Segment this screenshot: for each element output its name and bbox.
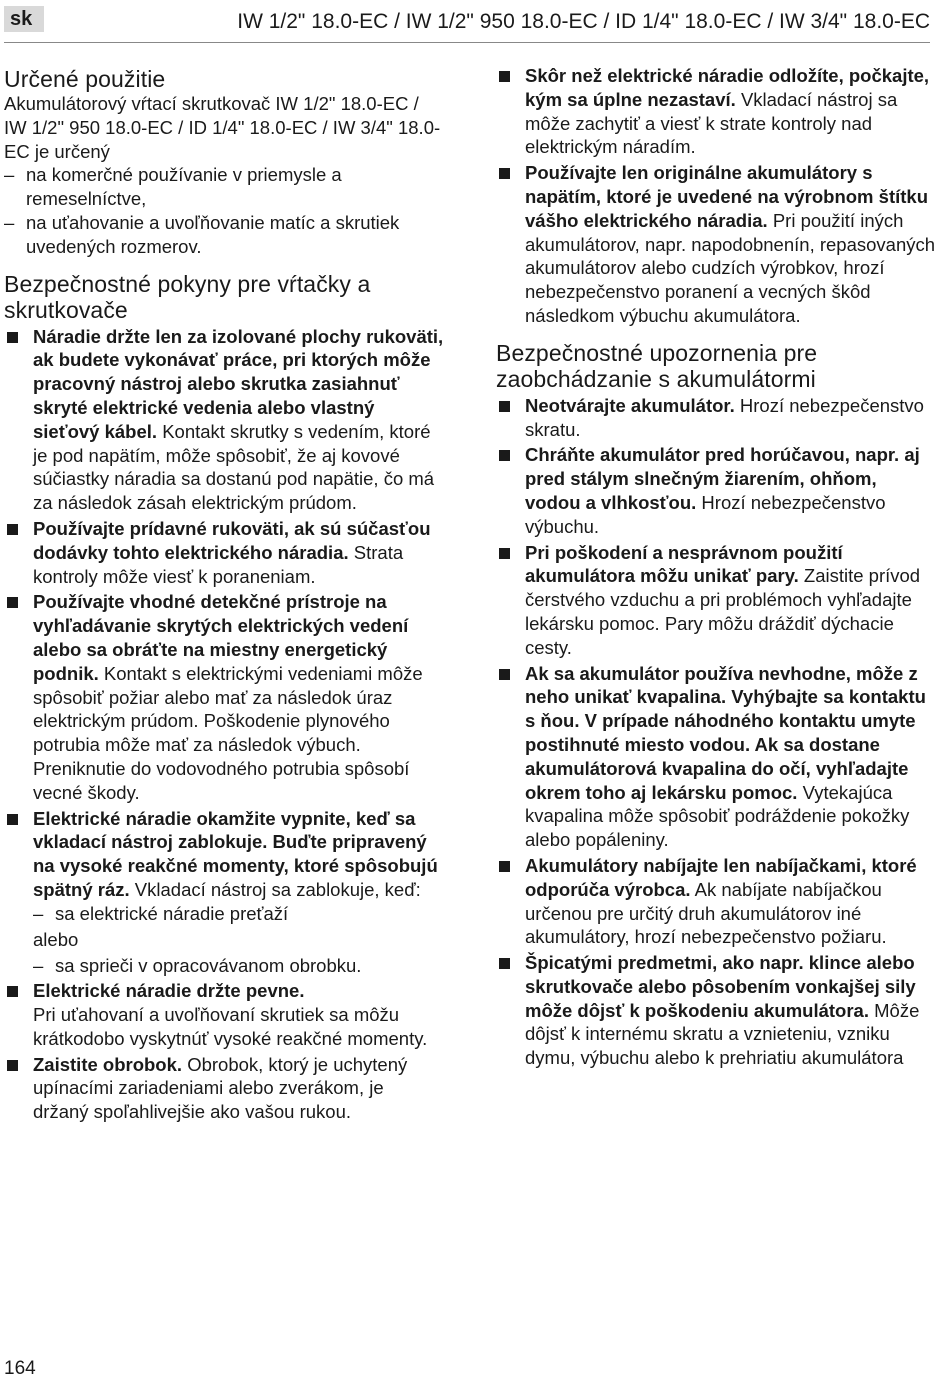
list-item <box>496 64 936 159</box>
right-column <box>496 62 936 1070</box>
header-divider <box>4 42 930 43</box>
warning-bold: Pri poškodení a nesprávnom použití akumulátora môžu unikať pary. <box>525 541 843 587</box>
warning-text: Môže dôjsť k internému skratu a vznieteniu, vzniku dymu, výbuchu alebo k prehriatiu akumulátora <box>525 999 920 1069</box>
list-item <box>496 951 936 1070</box>
warning-text: Pri použití iných akumulátorov, napr. napodobnenín, repasovaných akumulátorov alebo cudzích výrobkov, hrozí nebezpečenstvo poranení a vecných škôd následkom výbuchu akumulátora. <box>525 209 936 326</box>
warning-text: Zaistite prívod čerstvého vzduchu a pri problémoch vyhľadajte lekársku pomoc. Pary môžu dráždiť dýchacie cesty. <box>525 565 921 658</box>
warning-text: Vkladací nástroj sa môže zachytiť a viesť k strate kontroly nad elektrickým náradím. <box>525 88 898 158</box>
warning-text: Pri uťahovaní a uvoľňovaní skrutiek sa môžu krátkodobo vyskytnúť vysoké reakčné momenty. <box>33 1004 428 1049</box>
heading-intended-use: Určené použitie <box>4 66 166 92</box>
warning-text: Hrozí nebezpečenstvo výbuchu. <box>525 491 886 537</box>
warning-text: Kontakt skrutky s vedením, ktoré je pod napätím, môže spôsobiť, že aj kovové súčiastky náradia sa dostanú pod napätie, čo má za následok zásah elektrickým prúdom. <box>33 420 435 514</box>
running-header: IW 1/2" 18.0-EC / IW 1/2" 950 18.0-EC / ID 1/4" 18.0-EC / IW 3/4" 18.0-EC <box>237 10 930 33</box>
warning-bold: Neotvárajte akumulátor. <box>525 394 735 416</box>
warning-text: Obrobok, ktorý je uchytený upínacími zariadeniami alebo zverákom, je držaný spoľahlivejšie ako vašou rukou. <box>33 1053 408 1123</box>
blocking-conditions-list <box>33 902 444 926</box>
warning-bold: Ak sa akumulátor používa nevhodne, môže z neho unikať kvapalina. Vyhýbajte sa kontaktu s ňou. V prípade náhodného kontaktu umyte postihnuté miesto vodou. Ak sa dostane akumulátorová kvapalina do očí, vyhľadajte okrem toho aj lekársku pomoc. <box>525 662 926 803</box>
warning-bold: Špicatými predmetmi, ako napr. klince alebo skrutkovače alebo pôsobením vonkajšej sily môže dôjsť k poškodeniu akumulátora. <box>525 952 916 1021</box>
warning-bold: Náradie držte len za izolované plochy rukoväti, ak budete vykonávať práce, pri ktorých môže pracovný nástroj alebo skrutka zasiahnuť skryté elektrické vedenia alebo vlastný sieťový kábel. <box>33 325 444 442</box>
list-item <box>4 807 444 978</box>
warning-bold: Akumulátory nabíjajte len nabíjačkami, ktoré odporúča výrobca. <box>525 854 917 900</box>
warning-bold: Skôr než elektrické náradie odložíte, počkajte, kým sa úplne nezastaví. <box>525 65 930 110</box>
list-item: – sa elektrické náradie preťaží <box>33 902 444 926</box>
list-item <box>496 443 936 538</box>
warning-text: Vkladací nástroj sa zablokuje, keď: <box>134 878 421 900</box>
list-item: – na uťahovanie a uvoľňovanie matíc a skrutiek uvedených rozmerov. <box>4 211 444 259</box>
or-text: alebo <box>33 928 79 950</box>
list-item <box>496 394 936 442</box>
list-item: – na komerčné používanie v priemysle a remeselníctve, <box>4 163 444 211</box>
list-item <box>4 590 444 804</box>
list-item <box>496 541 936 660</box>
warning-bold: Používajte prídavné rukoväti, ak sú súčasťou dodávky tohto elektrického náradia. <box>33 517 431 563</box>
warning-text: Strata kontroly môže viesť k poraneniam. <box>33 541 404 587</box>
intended-use-list <box>4 163 444 258</box>
safety-list <box>4 325 444 1125</box>
list-item <box>4 979 444 1050</box>
list-item <box>4 517 444 588</box>
intended-use-text: Akumulátorový vŕtací skrutkovač IW 1/2" 18.0-EC / IW 1/2" 950 18.0-EC / ID 1/4" 18.0-EC / IW 3/4" 18.0-EC je určený <box>4 93 441 162</box>
heading-battery-safety: Bezpečnostné upozornenia pre zaobchádzanie s akumulátormi <box>496 339 818 392</box>
heading-safety-drills: Bezpečnostné pokyny pre vŕtačky a skrutkovače <box>4 270 371 323</box>
language-tag: sk <box>4 6 44 32</box>
warning-bold: Používajte len originálne akumulátory s napätím, ktoré je uvedené na výrobnom štítku vášho elektrického náradia. <box>525 162 928 231</box>
safety-list-continued <box>496 64 936 328</box>
list-item <box>496 854 936 949</box>
page-number: 164 <box>4 1358 36 1379</box>
warning-text: Hrozí nebezpečenstvo skratu. <box>525 394 924 440</box>
list-item <box>4 1053 444 1124</box>
list-item <box>496 161 936 328</box>
warning-text: Ak nabíjate nabíjačkou určenou pre určitý druh akumulátorov iné akumulátory, hrozí nebezpečenstvo požiaru. <box>525 878 887 948</box>
list-item <box>4 325 444 515</box>
battery-safety-list <box>496 394 936 1070</box>
blocking-conditions-list <box>33 954 444 978</box>
left-column <box>4 62 444 1124</box>
warning-text: Kontakt s elektrickými vedeniami môže spôsobiť požiar alebo mať za následok úraz elektrickým prúdom. Poškodenie plynového potrubia môže mať za následok výbuch. Preniknutie do vodovodného potrubia spôsobí vecné škody. <box>33 662 423 803</box>
warning-bold: Chráňte akumulátor pred horúčavou, napr. aj pred stálym slnečným žiarením, ohňom, vodou a vlhkosťou. <box>525 444 920 513</box>
warning-text: Vytekajúca kvapalina môže spôsobiť podráždenie pokožky alebo popáleniny. <box>525 781 910 851</box>
warning-bold: Zaistite obrobok. <box>33 1053 183 1075</box>
warning-bold: Elektrické náradie držte pevne. <box>33 980 305 1002</box>
list-item <box>496 662 936 852</box>
list-item: – sa sprieči v opracovávanom obrobku. <box>33 954 444 978</box>
warning-bold: Používajte vhodné detekčné prístroje na vyhľadávanie skrytých elektrických vedení alebo sa obráťte na miestny energetický podnik. <box>33 591 409 684</box>
warning-bold: Elektrické náradie okamžite vypnite, keď sa vkladací nástroj zablokuje. Buďte pripravený na vysoké reakčné momenty, ktoré spôsobujú spätný ráz. <box>33 807 438 900</box>
